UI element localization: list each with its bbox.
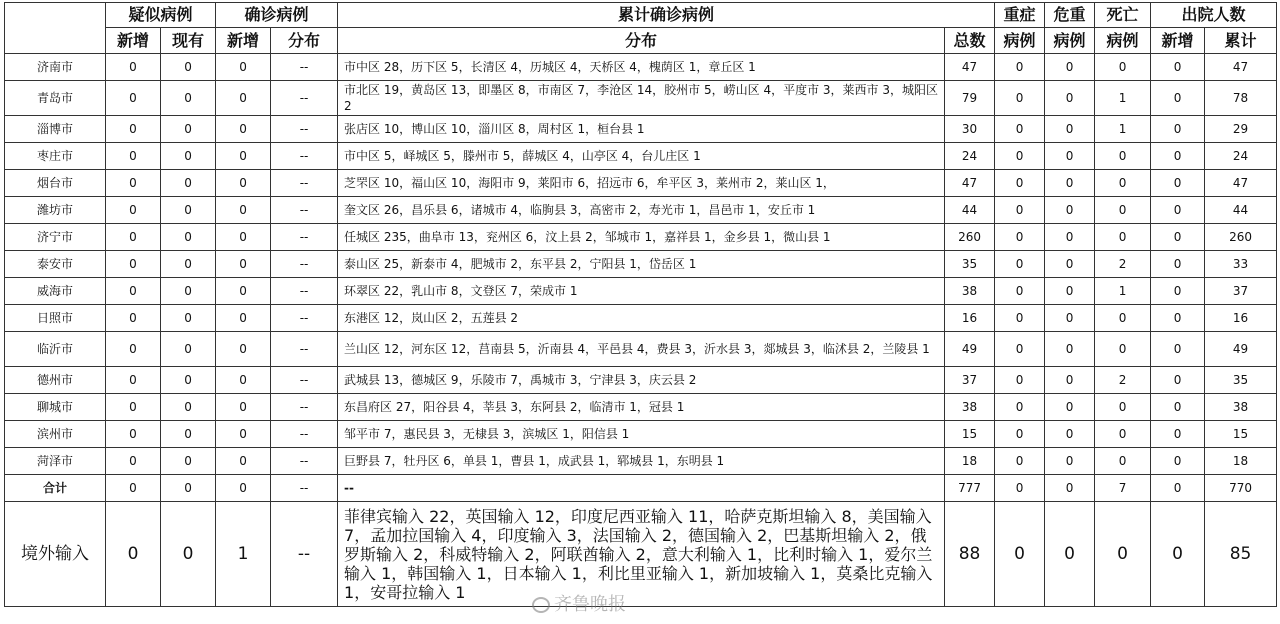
suspected-current-cell: 0	[161, 197, 216, 224]
header-critical: 危重	[1045, 3, 1095, 28]
confirmed-new-cell: 0	[216, 54, 271, 81]
header-suspected-current: 现有	[161, 28, 216, 54]
distribution-cell: 奎文区 26，昌乐县 6，诸城市 4，临朐县 3，高密市 2，寿光市 1，昌邑市 1，安丘市 1	[338, 197, 945, 224]
severe-cell: 0	[995, 143, 1045, 170]
confirmed-new-cell: 0	[216, 251, 271, 278]
critical-cell: 0	[1045, 305, 1095, 332]
suspected-current-cell: 0	[161, 143, 216, 170]
city-cell: 威海市	[5, 278, 106, 305]
discharged-new-cell: 0	[1151, 448, 1205, 475]
city-cell: 青岛市	[5, 81, 106, 116]
severe-cell: 0	[995, 170, 1045, 197]
confirmed-new-cell: 0	[216, 143, 271, 170]
total-cell: 260	[945, 224, 995, 251]
critical-cell: 0	[1045, 475, 1095, 502]
critical-cell: 0	[1045, 332, 1095, 367]
confirmed-distribution-cell: --	[271, 332, 338, 367]
city-cell: 泰安市	[5, 251, 106, 278]
header-cumulative-total: 总数	[945, 28, 995, 54]
city-cell: 合计	[5, 475, 106, 502]
suspected-new-cell: 0	[106, 475, 161, 502]
discharged-cumulative-cell: 770	[1205, 475, 1277, 502]
suspected-current-cell: 0	[161, 251, 216, 278]
suspected-new-cell: 0	[106, 170, 161, 197]
discharged-cumulative-cell: 37	[1205, 278, 1277, 305]
suspected-current-cell: 0	[161, 367, 216, 394]
table-row	[5, 305, 1277, 332]
discharged-cumulative-cell: 35	[1205, 367, 1277, 394]
header-severe: 重症	[995, 3, 1045, 28]
city-cell: 济宁市	[5, 224, 106, 251]
critical-cell: 0	[1045, 502, 1095, 607]
discharged-new-cell: 0	[1151, 475, 1205, 502]
suspected-new-cell: 0	[106, 54, 161, 81]
confirmed-new-cell: 0	[216, 224, 271, 251]
table-row	[5, 143, 1277, 170]
confirmed-new-cell: 1	[216, 502, 271, 607]
distribution-cell: 菲律宾输入 22，英国输入 12，印度尼西亚输入 11，哈萨克斯坦输入 8，美国输入 7，孟加拉国输入 4，印度输入 3，法国输入 2，德国输入 2，巴基斯坦输入 2，俄罗斯输入 2，科威特输入 2，阿联酋输入 2，意大利输入 1，比利时输入 1，爱尔兰输入 1，韩国输入 1，日本输入 1，利比里亚输入 1，新加坡输入 1，莫桑比克输入 1，安哥拉输入 1	[338, 502, 945, 607]
city-cell: 枣庄市	[5, 143, 106, 170]
total-cell: 44	[945, 197, 995, 224]
discharged-new-cell: 0	[1151, 305, 1205, 332]
confirmed-new-cell: 0	[216, 367, 271, 394]
severe-cell: 0	[995, 81, 1045, 116]
discharged-cumulative-cell: 260	[1205, 224, 1277, 251]
suspected-current-cell: 0	[161, 224, 216, 251]
suspected-current-cell: 0	[161, 305, 216, 332]
severe-cell: 0	[995, 367, 1045, 394]
confirmed-distribution-cell: --	[271, 502, 338, 607]
total-cell: 35	[945, 251, 995, 278]
severe-cell: 0	[995, 421, 1045, 448]
table-row	[5, 81, 1277, 116]
discharged-new-cell: 0	[1151, 197, 1205, 224]
critical-cell: 0	[1045, 421, 1095, 448]
suspected-current-cell: 0	[161, 448, 216, 475]
critical-cell: 0	[1045, 170, 1095, 197]
critical-cell: 0	[1045, 448, 1095, 475]
city-cell: 日照市	[5, 305, 106, 332]
severe-cell: 0	[995, 502, 1045, 607]
total-cell: 15	[945, 421, 995, 448]
distribution-cell: 兰山区 12，河东区 12，莒南县 5，沂南县 4，平邑县 4，费县 3，沂水县 3，郯城县 3，临沭县 2，兰陵县 1	[338, 332, 945, 367]
table-row	[5, 394, 1277, 421]
critical-cell: 0	[1045, 394, 1095, 421]
distribution-cell: 市中区 5，峄城区 5，滕州市 5，薛城区 4，山亭区 4，台儿庄区 1	[338, 143, 945, 170]
discharged-new-cell: 0	[1151, 143, 1205, 170]
discharged-new-cell: 0	[1151, 502, 1205, 607]
header-discharged: 出院人数	[1151, 3, 1277, 28]
table-row	[5, 116, 1277, 143]
death-cell: 0	[1095, 305, 1151, 332]
header-confirmed-distribution: 分布	[271, 28, 338, 54]
total-cell: 18	[945, 448, 995, 475]
discharged-cumulative-cell: 78	[1205, 81, 1277, 116]
distribution-cell: 武城县 13，德城区 9，乐陵市 7，禹城市 3，宁津县 3，庆云县 2	[338, 367, 945, 394]
header-suspected-new: 新增	[106, 28, 161, 54]
header-suspected: 疑似病例	[106, 3, 216, 28]
confirmed-distribution-cell: --	[271, 421, 338, 448]
city-cell: 滨州市	[5, 421, 106, 448]
discharged-cumulative-cell: 47	[1205, 170, 1277, 197]
discharged-new-cell: 0	[1151, 367, 1205, 394]
death-cell: 1	[1095, 116, 1151, 143]
city-cell: 烟台市	[5, 170, 106, 197]
confirmed-distribution-cell: --	[271, 448, 338, 475]
death-cell: 1	[1095, 81, 1151, 116]
total-cell: 38	[945, 278, 995, 305]
severe-cell: 0	[995, 305, 1045, 332]
total-cell: 47	[945, 170, 995, 197]
header-cumulative-distribution: 分布	[338, 28, 945, 54]
death-cell: 2	[1095, 367, 1151, 394]
header-discharged-cumulative: 累计	[1205, 28, 1277, 54]
severe-cell: 0	[995, 448, 1045, 475]
header-confirmed: 确诊病例	[216, 3, 338, 28]
covid-statistics-table	[4, 2, 1277, 607]
distribution-cell: 环翠区 22，乳山市 8，文登区 7，荣成市 1	[338, 278, 945, 305]
suspected-current-cell: 0	[161, 332, 216, 367]
header-row-2	[5, 28, 1277, 54]
city-cell: 潍坊市	[5, 197, 106, 224]
total-cell: 38	[945, 394, 995, 421]
suspected-current-cell: 0	[161, 278, 216, 305]
severe-cell: 0	[995, 54, 1045, 81]
suspected-new-cell: 0	[106, 143, 161, 170]
table-row	[5, 367, 1277, 394]
confirmed-distribution-cell: --	[271, 224, 338, 251]
suspected-new-cell: 0	[106, 116, 161, 143]
suspected-current-cell: 0	[161, 475, 216, 502]
confirmed-distribution-cell: --	[271, 278, 338, 305]
critical-cell: 0	[1045, 81, 1095, 116]
distribution-cell: 市北区 19，黄岛区 13，即墨区 8，市南区 7，李沧区 14，胶州市 5，崂山区 4，平度市 3，莱西市 3，城阳区 2	[338, 81, 945, 116]
suspected-new-cell: 0	[106, 421, 161, 448]
suspected-new-cell: 0	[106, 224, 161, 251]
confirmed-new-cell: 0	[216, 332, 271, 367]
critical-cell: 0	[1045, 278, 1095, 305]
distribution-cell: 邹平市 7，惠民县 3，无棣县 3，滨城区 1，阳信县 1	[338, 421, 945, 448]
table-row	[5, 54, 1277, 81]
suspected-new-cell: 0	[106, 81, 161, 116]
severe-cell: 0	[995, 224, 1045, 251]
city-cell: 济南市	[5, 54, 106, 81]
death-cell: 2	[1095, 251, 1151, 278]
suspected-current-cell: 0	[161, 421, 216, 448]
severe-cell: 0	[995, 116, 1045, 143]
total-cell: 30	[945, 116, 995, 143]
discharged-new-cell: 0	[1151, 251, 1205, 278]
table-row	[5, 421, 1277, 448]
death-cell: 0	[1095, 502, 1151, 607]
death-cell: 0	[1095, 421, 1151, 448]
table-row	[5, 448, 1277, 475]
death-cell: 1	[1095, 278, 1151, 305]
suspected-new-cell: 0	[106, 251, 161, 278]
death-cell: 0	[1095, 394, 1151, 421]
confirmed-distribution-cell: --	[271, 81, 338, 116]
total-cell: 79	[945, 81, 995, 116]
death-cell: 0	[1095, 143, 1151, 170]
total-cell: 37	[945, 367, 995, 394]
confirmed-distribution-cell: --	[271, 170, 338, 197]
table-row	[5, 251, 1277, 278]
city-cell: 德州市	[5, 367, 106, 394]
death-cell: 0	[1095, 170, 1151, 197]
confirmed-new-cell: 0	[216, 81, 271, 116]
discharged-new-cell: 0	[1151, 394, 1205, 421]
table-row	[5, 197, 1277, 224]
distribution-cell: 巨野县 7，牡丹区 6，单县 1，曹县 1，成武县 1，郓城县 1，东明县 1	[338, 448, 945, 475]
header-city-corner	[5, 3, 106, 54]
critical-cell: 0	[1045, 224, 1095, 251]
discharged-cumulative-cell: 18	[1205, 448, 1277, 475]
header-cumulative: 累计确诊病例	[338, 3, 995, 28]
discharged-new-cell: 0	[1151, 332, 1205, 367]
header-death-cases: 病例	[1095, 28, 1151, 54]
distribution-cell: --	[338, 475, 945, 502]
total-cell: 88	[945, 502, 995, 607]
confirmed-distribution-cell: --	[271, 475, 338, 502]
suspected-current-cell: 0	[161, 502, 216, 607]
distribution-cell: 任城区 235，曲阜市 13，兖州区 6，汶上县 2，邹城市 1，嘉祥县 1，金乡县 1，微山县 1	[338, 224, 945, 251]
discharged-cumulative-cell: 24	[1205, 143, 1277, 170]
confirmed-new-cell: 0	[216, 421, 271, 448]
table-row	[5, 278, 1277, 305]
death-cell: 0	[1095, 54, 1151, 81]
confirmed-distribution-cell: --	[271, 305, 338, 332]
confirmed-distribution-cell: --	[271, 394, 338, 421]
discharged-new-cell: 0	[1151, 116, 1205, 143]
suspected-current-cell: 0	[161, 116, 216, 143]
suspected-new-cell: 0	[106, 278, 161, 305]
suspected-current-cell: 0	[161, 81, 216, 116]
suspected-new-cell: 0	[106, 448, 161, 475]
confirmed-distribution-cell: --	[271, 197, 338, 224]
discharged-new-cell: 0	[1151, 224, 1205, 251]
confirmed-distribution-cell: --	[271, 54, 338, 81]
table-row	[5, 224, 1277, 251]
table-row	[5, 332, 1277, 367]
city-cell: 境外输入	[5, 502, 106, 607]
suspected-new-cell: 0	[106, 305, 161, 332]
distribution-cell: 张店区 10，博山区 10，淄川区 8，周村区 1，桓台县 1	[338, 116, 945, 143]
confirmed-new-cell: 0	[216, 278, 271, 305]
table-body	[5, 54, 1277, 607]
suspected-current-cell: 0	[161, 394, 216, 421]
death-cell: 7	[1095, 475, 1151, 502]
severe-cell: 0	[995, 197, 1045, 224]
header-critical-cases: 病例	[1045, 28, 1095, 54]
header-discharged-new: 新增	[1151, 28, 1205, 54]
discharged-new-cell: 0	[1151, 278, 1205, 305]
discharged-cumulative-cell: 38	[1205, 394, 1277, 421]
critical-cell: 0	[1045, 116, 1095, 143]
distribution-cell: 芝罘区 10，福山区 10，海阳市 9，莱阳市 6，招远市 6，牟平区 3，莱州市 2，莱山区 1，	[338, 170, 945, 197]
confirmed-distribution-cell: --	[271, 367, 338, 394]
discharged-new-cell: 0	[1151, 54, 1205, 81]
suspected-new-cell: 0	[106, 197, 161, 224]
confirmed-new-cell: 0	[216, 116, 271, 143]
death-cell: 0	[1095, 197, 1151, 224]
critical-cell: 0	[1045, 54, 1095, 81]
suspected-new-cell: 0	[106, 367, 161, 394]
severe-cell: 0	[995, 251, 1045, 278]
city-cell: 菏泽市	[5, 448, 106, 475]
confirmed-new-cell: 0	[216, 394, 271, 421]
discharged-cumulative-cell: 44	[1205, 197, 1277, 224]
confirmed-new-cell: 0	[216, 475, 271, 502]
table-row	[5, 475, 1277, 502]
discharged-new-cell: 0	[1151, 421, 1205, 448]
discharged-new-cell: 0	[1151, 170, 1205, 197]
total-cell: 47	[945, 54, 995, 81]
distribution-cell: 东港区 12，岚山区 2，五莲县 2	[338, 305, 945, 332]
severe-cell: 0	[995, 278, 1045, 305]
confirmed-new-cell: 0	[216, 448, 271, 475]
severe-cell: 0	[995, 394, 1045, 421]
discharged-cumulative-cell: 16	[1205, 305, 1277, 332]
critical-cell: 0	[1045, 143, 1095, 170]
header-death: 死亡	[1095, 3, 1151, 28]
header-confirmed-new: 新增	[216, 28, 271, 54]
discharged-new-cell: 0	[1151, 81, 1205, 116]
city-cell: 淄博市	[5, 116, 106, 143]
critical-cell: 0	[1045, 251, 1095, 278]
discharged-cumulative-cell: 85	[1205, 502, 1277, 607]
total-cell: 24	[945, 143, 995, 170]
death-cell: 0	[1095, 332, 1151, 367]
discharged-cumulative-cell: 47	[1205, 54, 1277, 81]
table-row	[5, 502, 1277, 607]
confirmed-new-cell: 0	[216, 197, 271, 224]
header-row-1	[5, 3, 1277, 28]
discharged-cumulative-cell: 49	[1205, 332, 1277, 367]
suspected-current-cell: 0	[161, 54, 216, 81]
critical-cell: 0	[1045, 367, 1095, 394]
confirmed-new-cell: 0	[216, 170, 271, 197]
suspected-new-cell: 0	[106, 502, 161, 607]
suspected-new-cell: 0	[106, 332, 161, 367]
confirmed-new-cell: 0	[216, 305, 271, 332]
discharged-cumulative-cell: 15	[1205, 421, 1277, 448]
table-row	[5, 170, 1277, 197]
death-cell: 0	[1095, 448, 1151, 475]
critical-cell: 0	[1045, 197, 1095, 224]
distribution-cell: 市中区 28，历下区 5，长清区 4，历城区 4，天桥区 4，槐荫区 1，章丘区 1	[338, 54, 945, 81]
distribution-cell: 泰山区 25，新泰市 4，肥城市 2，东平县 2，宁阳县 1，岱岳区 1	[338, 251, 945, 278]
suspected-new-cell: 0	[106, 394, 161, 421]
discharged-cumulative-cell: 29	[1205, 116, 1277, 143]
city-cell: 临沂市	[5, 332, 106, 367]
distribution-cell: 东昌府区 27，阳谷县 4，莘县 3，东阿县 2，临清市 1，冠县 1	[338, 394, 945, 421]
suspected-current-cell: 0	[161, 170, 216, 197]
total-cell: 16	[945, 305, 995, 332]
confirmed-distribution-cell: --	[271, 143, 338, 170]
discharged-cumulative-cell: 33	[1205, 251, 1277, 278]
total-cell: 777	[945, 475, 995, 502]
confirmed-distribution-cell: --	[271, 116, 338, 143]
city-cell: 聊城市	[5, 394, 106, 421]
severe-cell: 0	[995, 332, 1045, 367]
header-severe-cases: 病例	[995, 28, 1045, 54]
watermark-text: 齐鲁晚报	[554, 594, 626, 615]
death-cell: 0	[1095, 224, 1151, 251]
total-cell: 49	[945, 332, 995, 367]
confirmed-distribution-cell: --	[271, 251, 338, 278]
severe-cell: 0	[995, 475, 1045, 502]
